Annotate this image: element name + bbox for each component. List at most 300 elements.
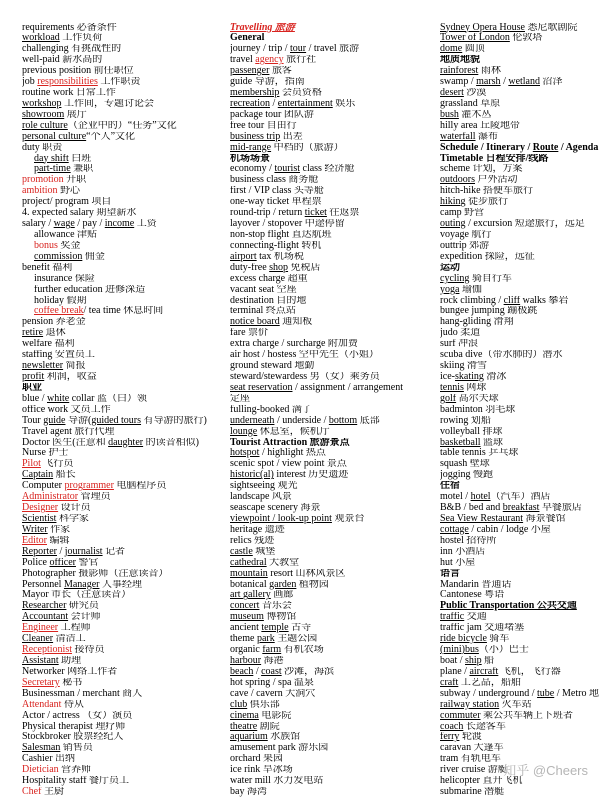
vocab-entry: [230, 722, 437, 733]
red-term: ambition: [22, 186, 58, 197]
entry-text: 简报: [63, 361, 86, 372]
vocab-entry: [230, 776, 437, 787]
entry-text: surf 冲浪: [440, 339, 479, 350]
vocab-entry: [440, 416, 600, 427]
vocab-entry: [230, 110, 437, 121]
entry-text: 4. expected salary 期望薪水: [22, 208, 137, 219]
underlined-term: notice board: [230, 317, 280, 328]
underlined-term: harbour: [230, 655, 262, 666]
entry-text: 飞机，飞行器: [498, 666, 561, 677]
entry-text: 会计师: [68, 612, 101, 623]
vocab-entry: [440, 722, 600, 733]
underlined-term: commuter: [440, 710, 481, 721]
entry-text: / tea time 休息时间: [83, 306, 164, 317]
entry-text: camp 野营: [440, 208, 485, 219]
entry-text: 旅客: [269, 66, 292, 77]
vocab-subentry: [22, 285, 227, 296]
entry-text: / travel 旅游: [306, 44, 360, 55]
vocab-entry: [230, 754, 437, 765]
entry-text: 科学家: [56, 513, 89, 524]
section-heading: [440, 263, 600, 274]
underlined-term: commission: [34, 251, 83, 262]
entry-text: 工程师: [58, 623, 91, 634]
vocab-entry: [230, 470, 437, 481]
red-underlined-term: Administrator: [22, 492, 79, 503]
underlined-term: Writer: [22, 524, 48, 535]
entry-text: Mandarin 普通话: [440, 579, 512, 590]
entry-text: outtrip 郊游: [440, 240, 490, 251]
vocab-entry: [22, 394, 227, 405]
underlined-term: aquarium: [230, 732, 268, 743]
underlined-term: ticket: [304, 208, 327, 219]
vocab-entry: [22, 263, 227, 274]
vocab-entry: [440, 44, 600, 55]
underlined-term: workshop: [22, 98, 62, 109]
entry-text: traffic jam 交通堵塞: [440, 623, 525, 634]
entry-text: economy /: [230, 164, 275, 175]
underlined-term: seat reservation: [230, 382, 293, 393]
entry-text: jogging 慢跑: [440, 470, 494, 481]
vocab-entry: [230, 252, 437, 263]
vocab-entry: [440, 612, 600, 623]
red-underlined-term: Pilot: [22, 459, 41, 470]
entry-text: motel /: [440, 492, 471, 503]
entry-text: relics 残迹: [230, 535, 275, 546]
underlined-term: journalist: [64, 546, 103, 557]
vocab-entry: [230, 132, 437, 143]
entry-text: destination 目的地: [230, 295, 307, 306]
vocab-entry: [22, 743, 227, 754]
entry-text: volleyball 排球: [440, 426, 503, 437]
section-heading: [230, 154, 437, 165]
underlined-term: retire: [22, 328, 44, 339]
vocab-entry: [230, 612, 437, 623]
entry-text: 伦敦塔: [509, 33, 543, 44]
entry-text: /: [253, 666, 262, 677]
entry-text: benefit 福利: [22, 262, 73, 273]
entry-text: class 经济舱: [300, 164, 355, 175]
vocab-entry: [230, 689, 437, 700]
entry-text: 秘书: [59, 677, 83, 688]
vocab-entry: [230, 525, 437, 536]
vocab-entry: [440, 547, 600, 558]
section-heading: [440, 601, 600, 612]
vocab-entry: [230, 601, 437, 612]
entry-text: caravan 大篷车: [440, 743, 504, 754]
entry-text: 工艺品，船舶: [458, 677, 521, 688]
entry-text: table tennis 乒乓球: [440, 448, 519, 459]
vocab-entry: [440, 285, 600, 296]
vocab-entry: [440, 296, 600, 307]
vocab-entry: [22, 580, 227, 591]
entry-text: expedition 探险，远征: [440, 251, 535, 262]
vocab-entry: [22, 438, 227, 449]
underlined-term: cycling: [440, 273, 470, 284]
underlined-term: traffic: [440, 612, 465, 623]
vocab-entry: [230, 667, 437, 678]
vocab-entry: [22, 547, 227, 558]
entry-text: 地质地貌: [440, 55, 480, 66]
underlined-term: viewpoint / look-up point: [230, 513, 332, 524]
underlined-term: basketball: [440, 437, 481, 448]
red-underlined-term: Secretary: [22, 677, 60, 688]
entry-text: squash 壁球: [440, 459, 490, 470]
vocab-entry: [440, 514, 600, 525]
underlined-term: Cleaner: [22, 634, 54, 645]
entry-text: Cantonese 粤语: [440, 590, 505, 601]
vocab-entry: [230, 416, 437, 427]
entry-text: 职业: [22, 382, 42, 393]
entry-text: 瀑布: [475, 131, 499, 142]
vocab-entry: [230, 743, 437, 754]
entry-text: 展厅: [64, 109, 87, 120]
entry-text: business class 商务舱: [230, 175, 319, 186]
vocab-entry: [230, 536, 437, 547]
underlined-term: Sydney Opera House: [440, 22, 525, 33]
entry-text: Stockbroker 股票经纪人: [22, 732, 124, 743]
vocab-entry: [22, 536, 227, 547]
entry-text: / assignment / arrangement: [292, 382, 404, 393]
vocab-entry: [230, 503, 437, 514]
page-title: [230, 23, 437, 34]
entry-text: 网球: [463, 382, 487, 393]
vocab-entry: [440, 700, 600, 711]
underlined-term: golf: [440, 393, 457, 404]
vocab-entry: [22, 77, 227, 88]
vocab-entry: [440, 732, 600, 743]
entry-text: / highlight 热点: [259, 448, 326, 459]
entry-text: 观景台: [331, 513, 365, 524]
vocab-entry: [230, 208, 437, 219]
vocab-entry: [230, 492, 437, 503]
vocab-entry: [22, 558, 227, 569]
entry-text: Computer: [22, 481, 65, 492]
vocab-entry: [230, 285, 437, 296]
entry-text: 海景餐馆: [523, 513, 566, 524]
vocab-entry: [230, 623, 437, 634]
underlined-term: airport: [230, 251, 257, 262]
watermark: 知乎 @Cheers: [503, 763, 588, 778]
entry-text: project/ program 项目: [22, 197, 112, 208]
vocab-entry: [22, 700, 227, 711]
vocab-entry: [440, 33, 600, 44]
vocab-entry: [440, 667, 600, 678]
entry-text: 户外活动: [475, 175, 518, 186]
entry-text: 升职: [63, 175, 87, 186]
underlined-term: Researcher: [22, 601, 67, 612]
entry-text: botanical: [230, 579, 270, 590]
entry-text: 白班: [68, 153, 92, 164]
entry-text: seascape scenery 海景: [230, 503, 321, 514]
entry-text: holiday 假期: [34, 295, 87, 306]
vocab-entry: [440, 186, 600, 197]
entry-text: well-paid 薪水高的: [22, 55, 103, 66]
vocab-entry: [22, 525, 227, 536]
vocab-entry: [440, 656, 600, 667]
entry-text: 旅行社: [283, 55, 317, 66]
entry-text: /: [500, 77, 509, 88]
vocab-entry: [440, 252, 600, 263]
entry-text: 俱乐部: [247, 699, 280, 710]
entry-text: 有机农场: [281, 645, 324, 656]
section-heading: [440, 154, 600, 165]
entry-text: 博物馆: [263, 612, 297, 623]
vocab-entry: [440, 427, 600, 438]
underlined-term: yoga: [440, 284, 460, 295]
underlined-term: cottage: [440, 524, 469, 535]
underlined-term: concert: [230, 601, 260, 612]
vocab-entry: [230, 700, 437, 711]
vocab-subentry: [22, 154, 227, 165]
section-heading: [440, 143, 600, 154]
underlined-term: aircraft: [469, 666, 499, 677]
red-underlined-term: Travelling 旅游: [230, 22, 295, 33]
entry-text: allowance 津贴: [34, 230, 98, 241]
underlined-term: hotel: [470, 492, 491, 503]
entry-text: 沙漠: [463, 88, 487, 99]
underlined-term: ship: [465, 655, 482, 666]
underlined-term: outing: [440, 219, 466, 230]
vocab-entry: [230, 241, 437, 252]
underlined-term: mountain: [230, 568, 268, 579]
underlined-term: tube: [537, 688, 555, 699]
red-term: bonus: [34, 240, 58, 251]
underlined-term: daughter: [108, 437, 144, 448]
entry-text: package tour 团队游: [230, 109, 314, 120]
vocab-entry: [440, 219, 600, 230]
entry-text: 语言: [440, 568, 460, 579]
vocab-entry: [230, 634, 437, 645]
entry-text: 机场场景: [230, 153, 270, 164]
underlined-term: desert: [440, 88, 464, 99]
entry-text: routine work 日常工作: [22, 88, 116, 99]
entry-text: 船: [481, 655, 495, 666]
underlined-term: officer: [49, 557, 76, 568]
vocab-entry: [22, 44, 227, 55]
red-underlined-term: Receptionist: [22, 645, 72, 656]
underlined-term: cliff: [503, 295, 521, 306]
underlined-term: income: [104, 219, 135, 230]
entry-text: （汽车）酒店: [490, 492, 551, 503]
entry-text: / underside /: [274, 415, 329, 426]
vocab-entry: [230, 263, 437, 274]
vocab-entry: [440, 339, 600, 350]
entry-text: pension 养老金: [22, 317, 86, 328]
entry-text: boat /: [440, 655, 465, 666]
entry-text: resort 山林风景区: [267, 568, 346, 579]
entry-text: 篮球: [480, 437, 504, 448]
entry-text: B&B / bed and: [440, 503, 503, 514]
vocab-entry: [440, 77, 600, 88]
entry-text: orchard 果园: [230, 754, 284, 765]
entry-text: scenic spot / view point 景点: [230, 459, 347, 470]
entry-text: Personnel: [22, 579, 64, 590]
entry-text: 编辑: [47, 535, 70, 546]
vocab-entry: [440, 372, 600, 383]
vocab-entry: [22, 66, 227, 77]
entry-text: 滑冰: [483, 372, 507, 382]
vocab-entry: [230, 175, 437, 186]
vocab-entry: [440, 121, 600, 132]
entry-text: 警官: [75, 557, 99, 568]
entry-text: 工作负荷: [59, 33, 103, 44]
entry-text: voyage 航行: [440, 230, 492, 241]
entry-text: tram 有轨电车: [440, 754, 501, 765]
vocab-entry: [230, 99, 437, 110]
vocab-entry: [440, 99, 600, 110]
vocab-entry: [22, 711, 227, 722]
vocab-entry: [230, 732, 437, 743]
vocab-entry: [440, 787, 600, 798]
underlined-term: rainforest: [440, 66, 479, 77]
underlined-term: recreation: [230, 98, 270, 109]
entry-text: swamp /: [440, 77, 477, 88]
vocab-entry: [230, 558, 437, 569]
underlined-term: railway station: [440, 699, 500, 710]
entry-text: 乘公共车辆上下班者: [480, 710, 574, 721]
vocab-entry: [440, 438, 600, 449]
vocab-entry: [22, 405, 227, 416]
vocab-entry: [230, 448, 437, 459]
underlined-term: farm: [262, 645, 282, 656]
vocab-entry: [440, 525, 600, 536]
entry-text: guide 导游，指南: [230, 77, 305, 88]
entry-text: scheme 计划，方案: [440, 164, 523, 175]
vocab-entry: [230, 459, 437, 470]
entry-text: Actor / actress （女）演员: [22, 710, 133, 721]
vocab-entry: [22, 132, 227, 143]
underlined-term: Sea View Restaurant: [440, 513, 524, 524]
vocab-entry: [22, 492, 227, 503]
red-term: promotion: [22, 175, 64, 186]
entry-text: 研究员: [66, 601, 99, 612]
entry-text: judo 柔道: [440, 328, 481, 339]
vocab-entry: [22, 459, 227, 470]
vocab-entry: [230, 274, 437, 285]
vocab-entry: [440, 689, 600, 700]
entry-text: Physical therapist 理疗师: [22, 721, 126, 732]
vocab-entry: [440, 361, 600, 372]
entry-text: job: [22, 77, 38, 88]
entry-text: 管理员: [78, 492, 111, 503]
column-right: [440, 23, 600, 798]
vocab-entry: [22, 121, 227, 132]
entry-text: 剧院: [257, 721, 280, 732]
vocab-entry: [230, 645, 437, 656]
underlined-term: Salesman: [22, 743, 61, 754]
entry-text: 早餐旅店: [539, 503, 582, 514]
entry-text: hilly area 丘陵地带: [440, 120, 520, 131]
underlined-term: tennis: [440, 382, 464, 393]
entry-text: 主题公园: [274, 634, 318, 645]
entry-text: 工作职责: [97, 77, 141, 88]
entry-text: connecting-flight 转机: [230, 240, 322, 251]
vocab-entry: [22, 175, 227, 186]
entry-text: 佣金: [82, 251, 105, 262]
underlined-term: waterfall: [440, 131, 476, 142]
entry-text: inn 小酒店: [440, 546, 486, 557]
entry-text: fare 票价: [230, 328, 269, 339]
vocab-entry: [440, 88, 600, 99]
entry-text: extra charge / surcharge 附加费: [230, 339, 358, 350]
entry-text: / Metro 地: [554, 688, 599, 699]
entry-text: 作家: [47, 524, 71, 535]
vocab-entry: [22, 765, 227, 776]
underlined-term: craft: [440, 677, 459, 688]
entry-text: 住宿: [440, 481, 460, 492]
vocab-entry: [22, 645, 227, 656]
entry-text: Businessman / merchant 商人: [22, 688, 143, 699]
vocab-entry: [22, 656, 227, 667]
entry-text: hostel 招待所: [440, 535, 497, 546]
vocab-entry: [22, 339, 227, 350]
vocab-entry: [22, 372, 227, 383]
vocab-entry: [22, 208, 227, 219]
entry-text: /: [57, 546, 65, 557]
entry-text: 退休: [43, 328, 66, 339]
underlined-term: part-time: [34, 164, 71, 175]
underlined-term: wage: [53, 219, 75, 230]
underlined-term: museum: [230, 612, 264, 623]
vocab-entry: [22, 317, 227, 328]
entry-text: 接待员: [72, 645, 105, 656]
vocab-entry: [440, 634, 600, 645]
entry-text: 设计员: [58, 503, 91, 514]
entry-text: collar 蓝（白）领: [69, 393, 147, 404]
underlined-term: Route: [532, 142, 559, 153]
vocab-entry: [230, 427, 437, 438]
underlined-term: coach: [440, 721, 464, 732]
red-underlined-term: Editor: [22, 535, 47, 546]
underlined-term: guide: [43, 415, 66, 426]
underlined-term: entertainment: [277, 98, 333, 109]
vocab-entry: [22, 514, 227, 525]
entry-text: 灌木丛: [458, 109, 492, 120]
underlined-term: business trip: [230, 131, 281, 142]
entry-text: salary /: [22, 219, 54, 230]
vocab-entry: [22, 197, 227, 208]
entry-text: 有导游的旅行): [141, 415, 207, 426]
entry-text: theme: [230, 634, 257, 645]
vocab-entry: [230, 317, 437, 328]
entry-text: / excursion 短途旅行，远足: [465, 219, 585, 230]
entry-text: / pay /: [74, 219, 105, 230]
entry-text: Travel agent 旅行代理: [22, 426, 115, 437]
entry-text: 侍从: [61, 699, 84, 710]
vocab-entry: [22, 634, 227, 645]
underlined-term: membership: [230, 88, 280, 99]
entry-text: grassland 草原: [440, 98, 501, 109]
vocab-entry: [22, 427, 227, 438]
vocab-entry: [440, 241, 600, 252]
underlined-term: historic(al): [230, 470, 274, 481]
entry-text: 沙滩，海滨: [281, 666, 335, 677]
underlined-term: tour: [290, 44, 307, 55]
entry-text: 底部: [357, 415, 380, 426]
entry-text: 徒步旅行: [465, 197, 509, 208]
entry-text: General: [230, 33, 265, 44]
vocab-subentry: [22, 306, 227, 317]
entry-text: rowing 划船: [440, 415, 491, 426]
vocab-entry: [440, 590, 600, 601]
red-underlined-term: programmer: [64, 481, 114, 492]
vocab-entry: [440, 175, 600, 186]
vocab-entry: [440, 208, 600, 219]
entry-text: journey / trip /: [230, 44, 290, 55]
entry-text: 电脑程序员: [113, 481, 167, 492]
vocab-entry: [230, 394, 437, 405]
underlined-term: ferry: [440, 732, 460, 743]
